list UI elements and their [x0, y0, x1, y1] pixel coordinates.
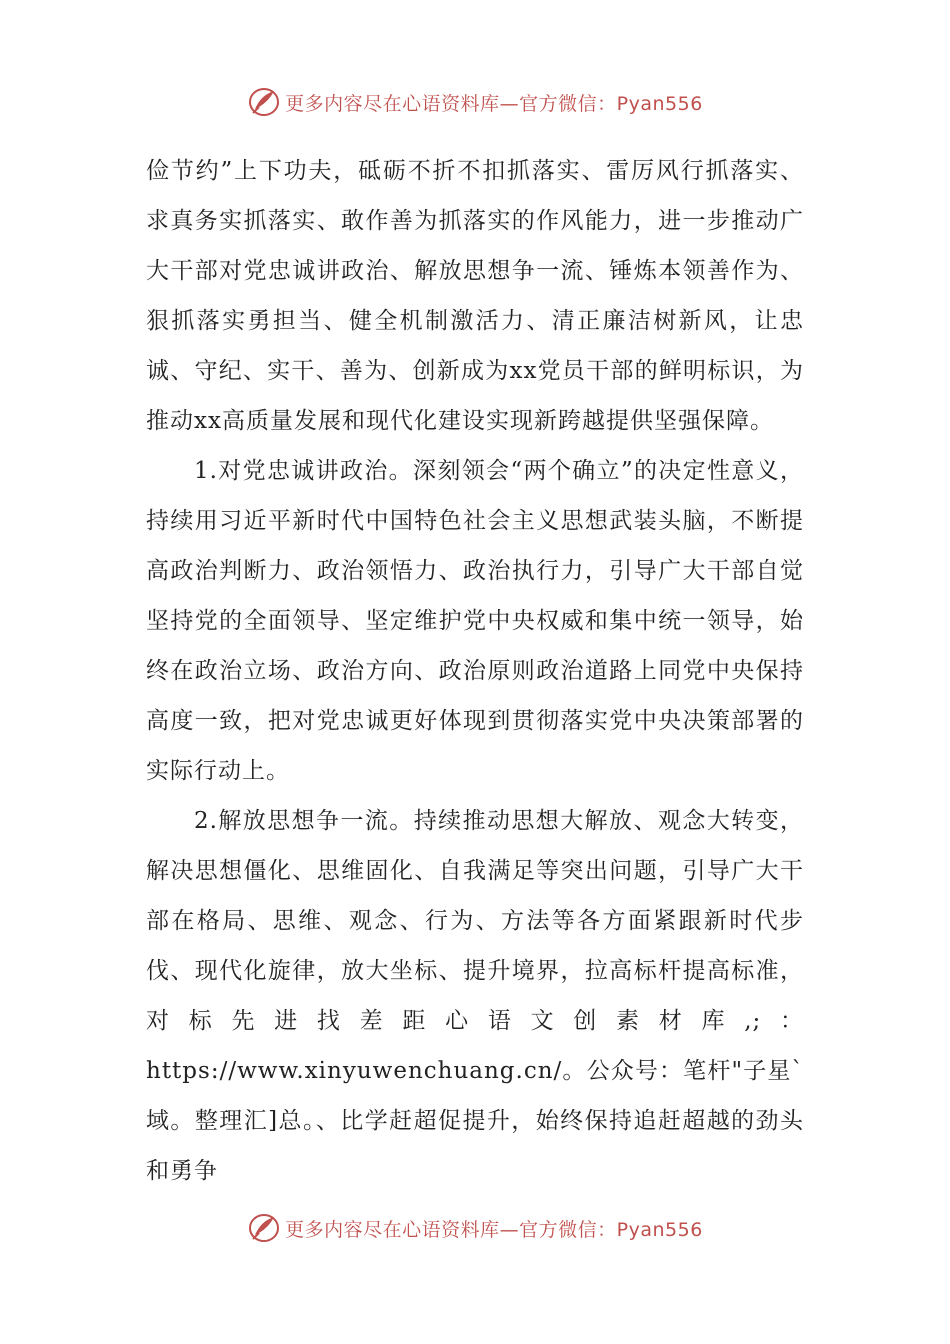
- pen-nib-logo-icon: [247, 85, 281, 119]
- paragraph-intro: 俭节约”上下功夫，砥砺不折不扣抓落实、雷厉风行抓落实、求真务实抓落实、敢作善为抓落实的作风能力，进一步推动广大干部对党忠诚讲政治、解放思想争一流、锤炼本领善作为、狠抓落实勇担当、健全机制激活力、清正廉洁树新风，让忠诚、守纪、实干、善为、创新成为xx党员干部的鲜明标识，为推动xx高质量发展和现代化建设实现新跨越提供坚强保障。: [146, 158, 804, 434]
- paragraph-item-1: 1.对党忠诚讲政治。深刻领会“两个确立”的决定性意义，持续用习近平新时代中国特色社会主义思想武装头脑，不断提高政治判断力、政治领悟力、政治执行力，引导广大干部自觉坚持党的全面领导、坚定维护党中央权威和集中统一领导，始终在政治立场、政治方向、政治原则政治道路上同党中央保持高度一致，把对党忠诚更好体现到贯彻落实党中央决策部署的实际行动上。: [146, 458, 804, 784]
- pen-nib-logo-icon: [247, 1211, 281, 1245]
- header-watermark-banner: [0, 82, 950, 122]
- header-watermark-text: 更多内容尽在心语资料库—官方微信：Pyan556: [285, 92, 703, 115]
- document-body: [146, 146, 804, 1196]
- paragraph-item-2: 2.解放思想争一流。持续推动思想大解放、观念大转变，解决思想僵化、思维固化、自我满足等突出问题，引导广大干部在格局、思维、观念、行为、方法等各方面紧跟新时代步伐、现代化旋律，放大坐标、提升境界，拉高标杆提高标准，对标先进找差距心语文创素材库,;：https://www.xinyuwenchuang.cn/。公众号：笔杆"子星`域。整理汇]总。、比学赶超促提升，始终保持追赶超越的劲头和勇争: [146, 808, 804, 1184]
- footer-watermark-banner: [0, 1208, 950, 1248]
- footer-watermark-text: 更多内容尽在心语资料库—官方微信：Pyan556: [285, 1218, 703, 1241]
